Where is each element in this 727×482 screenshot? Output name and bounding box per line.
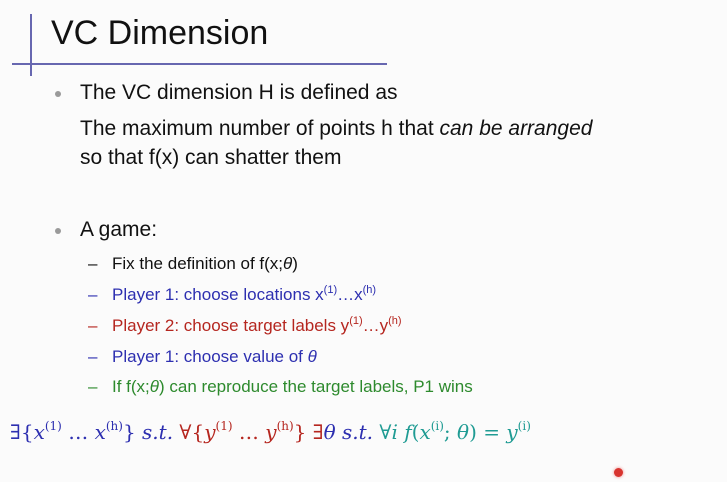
formula-exists-x — [10, 420, 173, 444]
formula-symbol: ; — [443, 420, 458, 444]
formula-var: θ — [323, 420, 336, 444]
formula-symbol: ) = — [469, 420, 507, 444]
step-text: ) can reproduce the target labels, P1 wins — [159, 377, 473, 396]
game-step-5 — [88, 377, 473, 397]
formula-sup: (h) — [105, 419, 123, 433]
step-text: If f(x; — [112, 377, 150, 396]
formula-var: f — [397, 420, 412, 444]
bullet-1-text: The VC dimension H is defined as — [80, 81, 398, 104]
page-title: VC Dimension — [51, 14, 269, 52]
formula-forall-y — [173, 420, 324, 444]
step-text: …x — [337, 285, 363, 304]
theta-symbol: θ — [307, 347, 317, 366]
definition-text: The maximum number of points h that — [80, 117, 440, 140]
formula-exists-theta — [324, 420, 373, 444]
dash: – — [88, 377, 98, 396]
definition-emphasis: can be arranged — [439, 117, 593, 140]
formula-symbol: ( — [411, 420, 420, 444]
vc-formula — [10, 420, 531, 444]
theta-symbol: θ — [149, 377, 160, 396]
title-accent-underline — [12, 63, 387, 65]
game-step-3 — [88, 316, 402, 336]
game-step-2 — [88, 285, 376, 305]
formula-st: s.t. — [142, 420, 174, 444]
formula-var: y — [506, 420, 518, 444]
formula-var: i — [391, 420, 398, 444]
formula-symbol: } ∃ — [293, 420, 324, 444]
superscript: (1) — [323, 284, 338, 296]
title-accent-vertical — [30, 14, 32, 76]
formula-symbol: ∀ — [373, 420, 392, 444]
dash: – — [88, 347, 98, 366]
formula-var: x — [419, 420, 431, 444]
cursor-pointer-dot — [614, 468, 623, 477]
superscript: (h) — [362, 284, 377, 296]
game-step-1 — [88, 254, 298, 274]
step-text: Player 1: choose value of — [112, 347, 308, 366]
step-text: Player 2: choose target labels y — [112, 316, 350, 335]
step-text: …y — [362, 316, 389, 335]
formula-sup: (1) — [215, 419, 233, 433]
formula-var: y — [204, 420, 216, 444]
formula-symbol: ∀{ — [173, 420, 205, 444]
dash: – — [88, 254, 98, 273]
definition-line-2: so that f(x) can shatter them — [80, 146, 342, 169]
formula-sup: (1) — [44, 419, 62, 433]
bullet-icon — [55, 228, 61, 234]
dash: – — [88, 285, 98, 304]
formula-dots: … — [61, 420, 95, 444]
step-text: ) — [292, 254, 298, 273]
formula-var: x — [94, 420, 106, 444]
formula-dots: … — [232, 420, 266, 444]
step-text: Fix the definition of f(x; — [112, 254, 284, 273]
superscript: (h) — [388, 315, 402, 327]
formula-sup: (h) — [276, 419, 294, 433]
formula-var: y — [265, 420, 277, 444]
formula-symbol: ∃{ — [10, 420, 34, 444]
game-step-4 — [88, 347, 317, 367]
step-text: Player 1: choose locations x — [112, 285, 324, 304]
formula-sup: (i) — [517, 419, 531, 433]
theta-symbol: θ — [283, 254, 293, 273]
formula-sup: (i) — [430, 419, 444, 433]
formula-var: θ — [457, 420, 470, 444]
superscript: (1) — [349, 315, 363, 327]
formula-var: x — [33, 420, 45, 444]
formula-forall-i — [373, 420, 531, 444]
definition-line-1 — [80, 117, 592, 141]
bullet-2-text: A game: — [80, 218, 158, 241]
dash: – — [88, 316, 98, 335]
bullet-icon — [55, 91, 61, 97]
formula-symbol: } — [122, 420, 143, 444]
formula-st: s.t. — [335, 420, 374, 444]
